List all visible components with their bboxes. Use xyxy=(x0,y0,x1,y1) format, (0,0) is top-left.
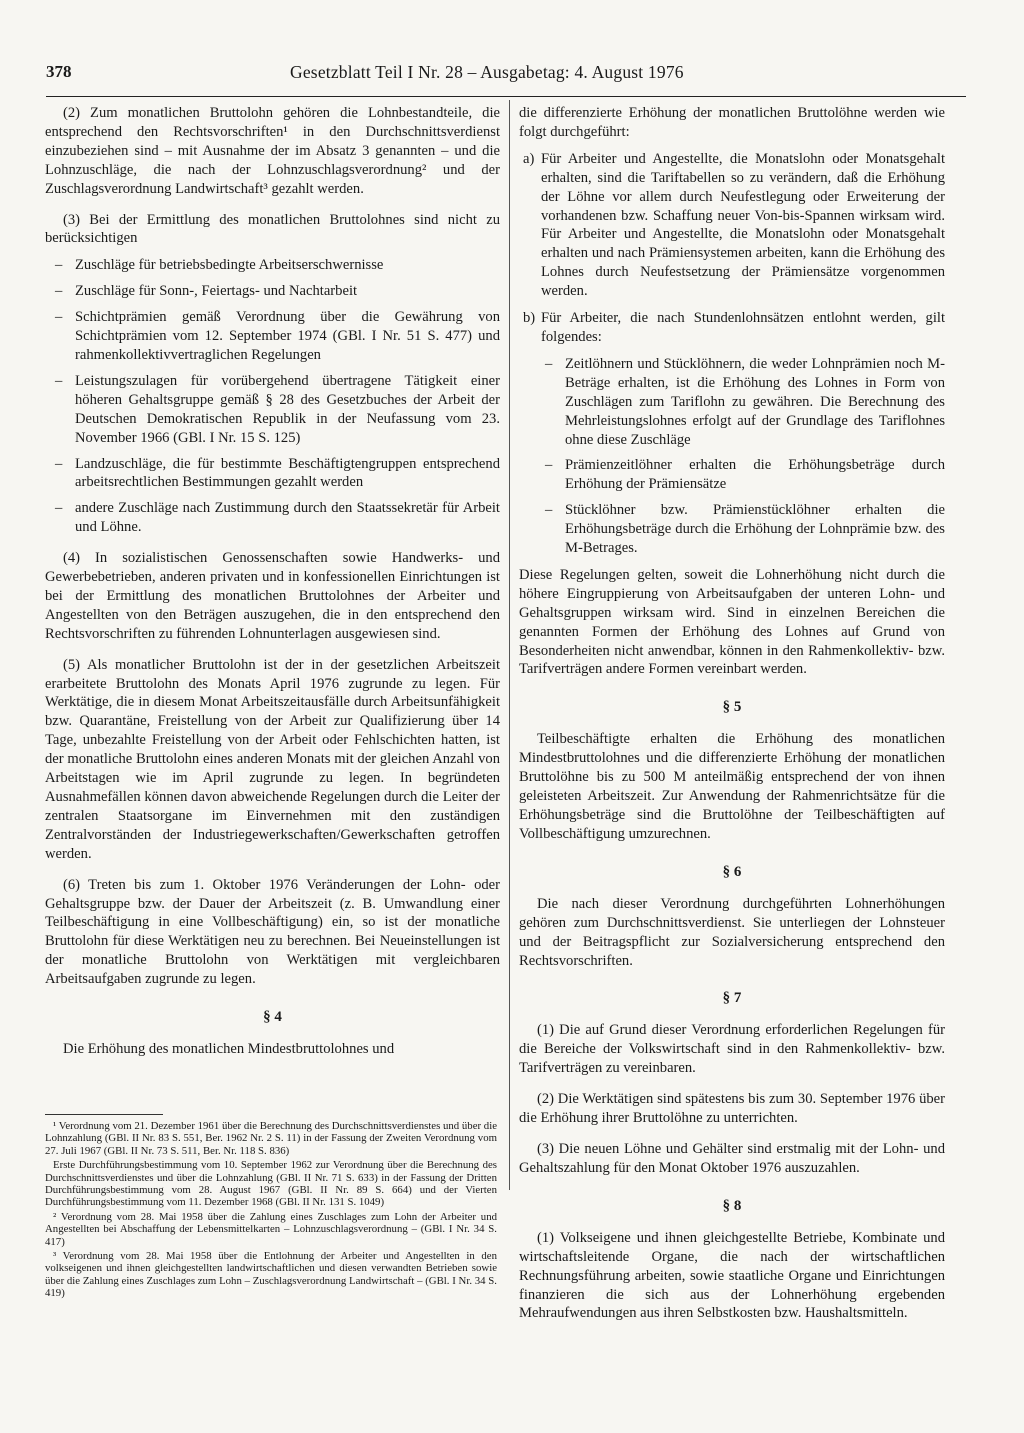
list-item: – Stücklöhner bzw. Prämienstücklöhner erhalten die Erhöhungsbeträge durch die Erhöhung der Lohnprämie bzw. des M-Betrages. xyxy=(541,501,945,558)
footnote-1b: Erste Durchführungsbestimmung vom 10. September 1962 zur Verordnung über die Berechnung des Durchschnittsverdienstes und über die Lohnzahlung (GBl. II Nr. 71 S. 633) in der Fassung der Dritten Durchführungsbestimmung vom 28. August 1967 (GBl. II Nr. 89 S. 664) und der Vierten Durchführungsbestimmung vom 11. Dezember 1968 (GBl. II Nr. 131 S. 1049) xyxy=(45,1159,497,1209)
gazette-title: Gesetzblatt Teil I Nr. 28 – Ausgabetag: 4. August 1976 xyxy=(290,62,684,82)
subsection-a-label: a) xyxy=(523,150,535,167)
list-item: – Schichtprämien gemäß Verordnung über die Gewährung von Schichtprämien vom 12. September 1974 (GBl. I Nr. 51 S. 477) und rahmenkollektivvertraglichen Regelungen xyxy=(45,308,500,365)
section-7-paragraph-3: (3) Die neuen Löhne und Gehälter sind erstmalig mit der Lohn- und Gehaltszahlung für den Monat Oktober 1976 auszuzahlen. xyxy=(519,1140,945,1176)
list-item: – Prämienzeitlöhner erhalten die Erhöhungsbeträge durch Erhöhung der Prämiensätze xyxy=(541,456,945,494)
paragraph-3: (3) Bei der Ermittlung des monatlichen Bruttolohnes sind nicht zu berücksichtigen xyxy=(45,211,500,247)
list-item: – Landzuschläge, die für bestimmte Beschäftigtengruppen entsprechend arbeitsrechtlichen Bestimmungen gezahlt werden xyxy=(45,455,500,493)
list-item: – Zuschläge für betriebsbedingte Arbeitserschwernisse xyxy=(45,256,500,275)
section-4-text: Die Erhöhung des monatlichen Mindestbruttolohnes und xyxy=(63,1041,395,1058)
section-7-heading: § 7 xyxy=(722,990,742,1007)
subsection-a xyxy=(519,150,945,301)
section-4-heading: § 4 xyxy=(263,1009,282,1026)
paragraph-4: (4) In sozialistischen Genossenschaften sowie Handwerks- und Gewerbebetrieben, anderen privaten und in konfessionellen Einrichtungen ist bei der Ermittlung des monatlichen Bruttolohnes der Arbeiter und Angestellten von den Beträgen auszugehen, die in den entsprechend den Rechtsvorschriften zu führenden Lohnunterlagen ausgewiesen sind. xyxy=(45,550,500,642)
hourly-wage-list xyxy=(541,355,945,558)
section-6-heading: § 6 xyxy=(722,863,742,880)
exclusion-list xyxy=(45,256,500,537)
left-column xyxy=(45,104,500,1059)
section-7-paragraph-1: (1) Die auf Grund dieser Verordnung erforderlichen Regelungen für die Bereiche der Volkswirtschaft sind in den Rahmenkollektiv- bzw. Tarifverträgen zu vereinbaren. xyxy=(519,1022,945,1077)
section-4-continuation: die differenzierte Erhöhung der monatlichen Bruttolöhne werden wie folgt durchgeführt: xyxy=(519,105,945,140)
list-item: – andere Zuschläge nach Zustimmung durch den Staatssekretär für Arbeit und Löhne. xyxy=(45,499,500,537)
section-8-heading: § 8 xyxy=(722,1197,742,1214)
subsection-b xyxy=(519,309,945,558)
section-6-text: Die nach dieser Verordnung durchgeführten Lohnerhöhungen gehören zum Durchschnittsverdienst. Sie unterliegen der Lohnsteuer und der Beitragspflicht zur Sozialversicherung entsprechend den Rechtsvorschriften. xyxy=(519,895,945,969)
subsection-b-text: Für Arbeiter, die nach Stundenlohnsätzen entlohnt werden, gilt folgendes: xyxy=(541,310,945,345)
footnote-3: ³ Verordnung vom 28. Mai 1958 über die Entlohnung der Arbeiter und Angestellten in den volkseigenen und ihnen gleichgestellten landwirtschaftlichen und diesen verwandten Betrieben sowie über die Zahlung eines Zuschlages zum Lohn – Zuschlagsverordnung Landwirtschaft – (GBl. I Nr. 34 S. 419) xyxy=(45,1250,497,1300)
regulations-paragraph: Diese Regelungen gelten, soweit die Lohnerhöhung nicht durch die höhere Eingruppierung von Arbeitsaufgaben der unteren Lohn- und Gehaltsgruppen wirksam wird. Sind in einzelnen Bereichen die genannten Formen der Erhöhung des Lohnes auf Grund von Besonderheiten nicht anwendbar, können in den Rahmenkollektiv- bzw. Tarifverträgen andere Formen vereinbart werden. xyxy=(519,566,945,678)
footnote-2: ² Verordnung vom 28. Mai 1958 über die Zahlung eines Zuschlages zum Lohn der Arbeiter und Angestellten bei Abschaffung der Lebensmittelkarten – Lohnzuschlagsverordnung – (GBl. I Nr. 34 S. 417) xyxy=(45,1210,497,1248)
paragraph-6: (6) Treten bis zum 1. Oktober 1976 Veränderungen der Lohn- oder Gehaltsgruppe bzw. der Dauer der Arbeitszeit (z. B. Umwandlung einer Teilbeschäftigung in eine Vollbeschäftigung) ein, so ist der monatliche Bruttolohn für diese Werktätigen neu zu berechnen. Bei Neueinstellungen ist der monatliche Bruttolohn von Werktätigen mit vergleichbaren Arbeitsaufgaben zugrunde zu legen. xyxy=(45,876,500,988)
footnote-rule xyxy=(45,1114,163,1115)
subsection-a-text: Für Arbeiter und Angestellte, die Monatslohn oder Monatsgehalt erhalten, sind die Tariftabellen so zu verändern, daß die Erhöhung der Löhne vor allem durch Neufestlegung oder Erweiterung der vorhandenen bzw. Schaffung neuer Von-bis-Spannen wirksam wird. Für Arbeiter und Angestellte, die Monatslohn oder Monatsgehalt erhalten und nach Prämiensystemen arbeiten, kann die Erhöhung des Lohnes durch Neufestsetzung der Prämiensätze vorgenommen werden. xyxy=(541,150,945,300)
paragraph-2: (2) Zum monatlichen Bruttolohn gehören die Lohnbestandteile, die entsprechend den Rechtsvorschriften¹ in den Durchschnittsverdienst einzubeziehen sind – mit Ausnahme der im Absatz 3 genannten – und die Lohnzuschläge, die nach der Lohnzuschlagsverordnung² und der Zuschlagsverordnung Landwirtschaft³ gezahlt werden. xyxy=(45,105,500,197)
section-5-heading: § 5 xyxy=(722,699,742,716)
paragraph-5: (5) Als monatlicher Bruttolohn ist der in der gesetzlichen Arbeitszeit erarbeitete Bruttolohn des Monats April 1976 zugrunde zu legen. Für Werktätige, die in diesem Monat Arbeitszeitausfälle durch Arbeitsunfähigkeit bzw. Quarantäne, Freistellung von der Arbeit zur Qualifizierung über 14 Tage, unbezahlte Freistellung von der Arbeit oder Fehlschichten hatten, ist der monatliche Bruttolohn eines anderen Monats mit der gleichen Anzahl von Arbeitstagen wie im April zugrunde zu legen. In begründeten Ausnahmefällen können davon abweichende Regelungen durch die Leiter der zentralen Staatsorgane im Einvernehmen mit den zuständigen Zentralvorständen der Industriegewerkschaften/Gewerkschaften getroffen werden. xyxy=(45,656,500,862)
section-8-paragraph-1: (1) Volkseigene und ihnen gleichgestellte Betriebe, Kombinate und wirtschaftsleitende Organe, die nach der wirtschaftlichen Rechnungsführung arbeiten, sowie staatliche Organe und Einrichtungen finanzieren die sich aus der Lohnerhöhung ergebenden Mehraufwendungen aus ihren Selbstkosten bzw. Haushaltsmitteln. xyxy=(519,1229,945,1322)
section-5-text: Teilbeschäftigte erhalten die Erhöhung des monatlichen Mindestbruttolohnes und die differenzierte Erhöhung der monatlichen Bruttolöhne bis zu 500 M anteilmäßig entsprechend der von ihnen geleisteten Arbeitszeit. Zur Anwendung der Rahmenrichtsätze für die Erhöhungsbeträge sind die Bruttolöhne der Teilbeschäftigten auf Vollbeschäftigung umzurechnen. xyxy=(519,731,945,842)
page-number: 378 xyxy=(46,62,72,81)
list-item: – Zuschläge für Sonn-, Feiertags- und Nachtarbeit xyxy=(45,282,500,301)
right-column xyxy=(519,104,945,1323)
list-item: – Leistungszulagen für vorübergehend übertragene Tätigkeit einer höheren Gehaltsgruppe gemäß § 28 des Gesetzbuches der Arbeit der Deutschen Demokratischen Republik in der Neufassung vom 23. November 1966 (GBl. I Nr. 15 S. 125) xyxy=(45,372,500,448)
list-item: – Zeitlöhnern und Stücklöhnern, die weder Lohnprämien noch M-Beträge erhalten, ist die Erhöhung des Lohnes in Form von Zuschlägen zum Tariflohn zu gewähren. Die Berechnung des Mehrleistungslohnes erfolgt auf der Grundlage des Tariflohnes ohne diese Zuschläge xyxy=(541,355,945,450)
footnote-1: ¹ Verordnung vom 21. Dezember 1961 über die Berechnung des Durchschnittsverdienstes und über die Lohnzahlung (GBl. II Nr. 83 S. 551, Ber. 1962 Nr. 2 S. 11) in der Fassung der Zweiten Verordnung vom 27. Juli 1967 (GBl. II Nr. 73 S. 511, Ber. Nr. 118 S. 836) xyxy=(45,1120,497,1157)
page-header xyxy=(46,62,966,97)
footnotes xyxy=(45,1120,497,1302)
subsection-b-label: b) xyxy=(523,310,536,327)
column-divider xyxy=(509,100,510,1190)
section-7-paragraph-2: (2) Die Werktätigen sind spätestens bis zum 30. September 1976 über die Erhöhung ihrer Bruttolöhne zu unterrichten. xyxy=(519,1091,945,1127)
